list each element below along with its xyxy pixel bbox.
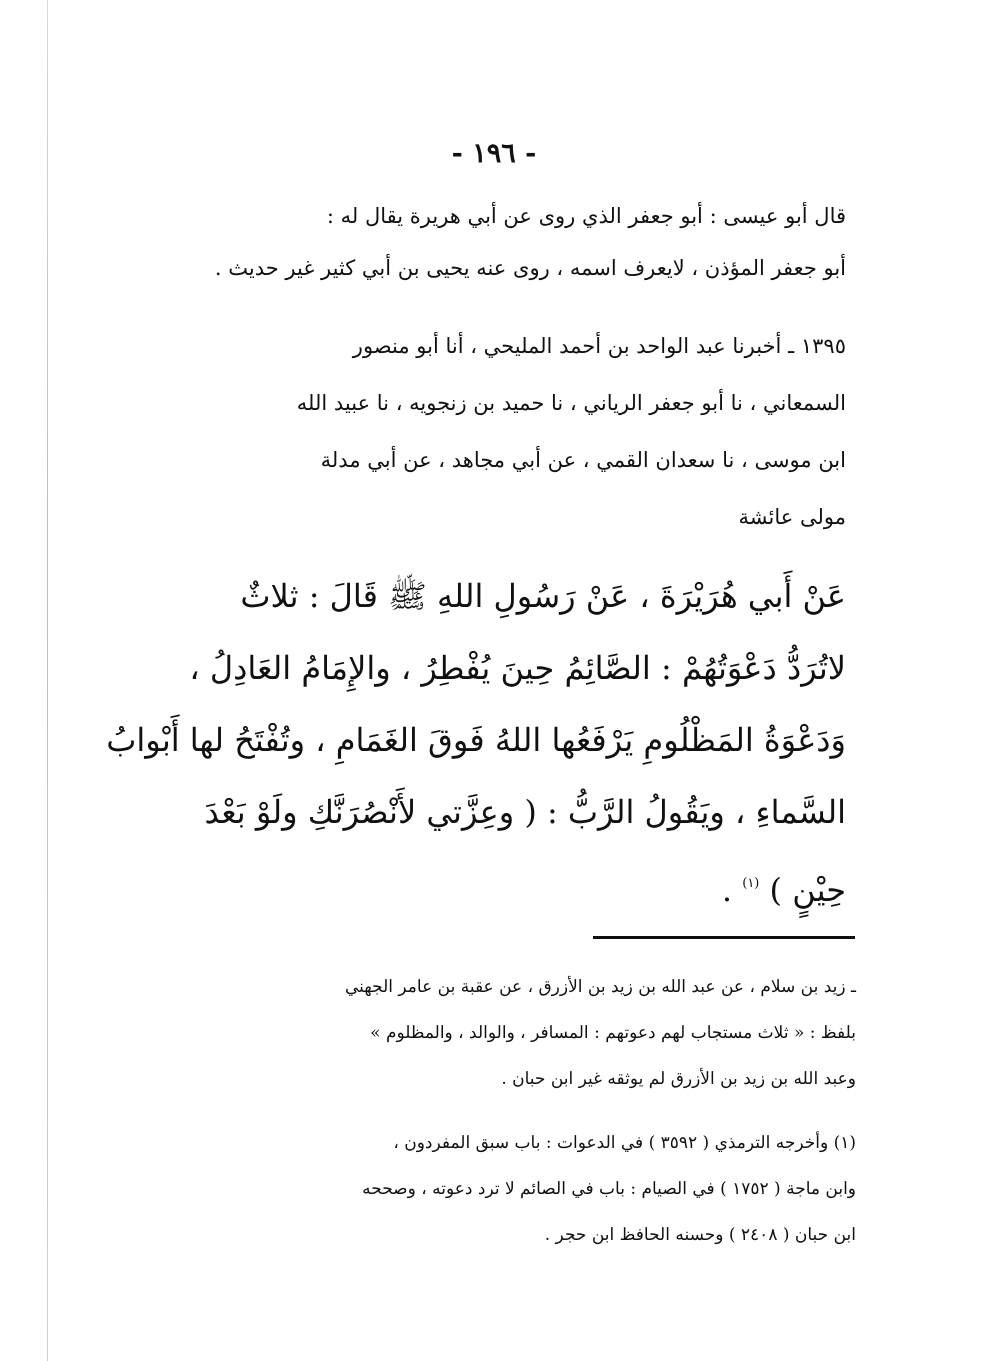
hadith-end-mark: .	[721, 871, 733, 909]
footnote-1	[196, 1120, 856, 1258]
footnote-line: ـ زيد بن سلام ، عن عبد الله بن زيد بن الأزرق ، عن عقبة بن عامر الجهني	[345, 977, 856, 997]
isnad-line: ١٣٩٥ ـ أخبرنا عبد الواحد بن أحمد المليحي ، أنا أبو منصور	[352, 334, 846, 358]
isnad-line: مولى عائشة	[738, 505, 846, 529]
footnote-separator	[593, 936, 855, 939]
hadith-text	[106, 560, 846, 926]
hadith-line: وَدَعْوَةُ المَظْلُومِ يَرْفَعُها اللهُ فَوقَ الغَمَامِ ، وتُفْتَحُ لها أَبْوابُ	[106, 721, 846, 759]
hadith-line: السَّماءِ ، ويَقُولُ الرَّبُّ : ( وعِزَّتي لأَنْصُرَنَّكِ ولَوْ بَعْدَ	[204, 793, 846, 831]
footnote-line: وابن ماجة ( ١٧٥٢ ) في الصيام : باب في الصائم لا ترد دعوته ، وصححه	[362, 1179, 856, 1199]
scan-edge-line	[47, 0, 48, 1361]
comment-line: أبو جعفر المؤذن ، لايعرف اسمه ، روى عنه يحيى بن أبي كثير غير حديث .	[214, 256, 846, 280]
footnote-line: وعبد الله بن زيد بن الأزرق لم يوثقه غير ابن حبان .	[501, 1069, 856, 1089]
footnote-line: (١) وأخرجه الترمذي ( ٣٥٩٢ ) في الدعوات : باب سبق المفردون ،	[393, 1133, 856, 1153]
isnad-paragraph	[196, 318, 846, 546]
isnad-line: السمعاني ، نا أبو جعفر الرياني ، نا حميد بن زنجويه ، نا عبيد الله	[296, 391, 846, 415]
comment-line: قال أبو عيسى : أبو جعفر الذي روى عن أبي هريرة يقال له :	[326, 204, 846, 228]
hadith-line: عَنْ أَبي هُرَيْرَةَ ، عَنْ رَسُولِ اللهِ ﷺ قَالَ : ثلاثٌ	[240, 577, 846, 615]
hadith-line: حِيْنٍ )	[769, 871, 846, 909]
footnote-marker: (١)	[742, 876, 760, 891]
footnote-continued	[196, 964, 856, 1102]
comment-paragraph	[196, 190, 846, 294]
isnad-line: ابن موسى ، نا سعدان القمي ، عن أبي مجاهد ، عن أبي مدلة	[320, 448, 846, 472]
footnote-line: ابن حبان ( ٢٤٠٨ ) وحسنه الحافظ ابن حجر .	[544, 1225, 856, 1245]
footnote-line: بلفظ : « ثلاث مستجاب لهم دعوتهم : المسافر ، والوالد ، والمظلوم »	[370, 1023, 856, 1043]
hadith-last-line	[196, 848, 846, 926]
page-number: - ١٩٦ -	[451, 138, 537, 169]
hadith-line: لاتُرَدُّ دَعْوَتُهُمْ : الصَّائِمُ حِينَ يُفْطِرُ ، والإِمَامُ العَادِلُ ،	[189, 649, 846, 687]
